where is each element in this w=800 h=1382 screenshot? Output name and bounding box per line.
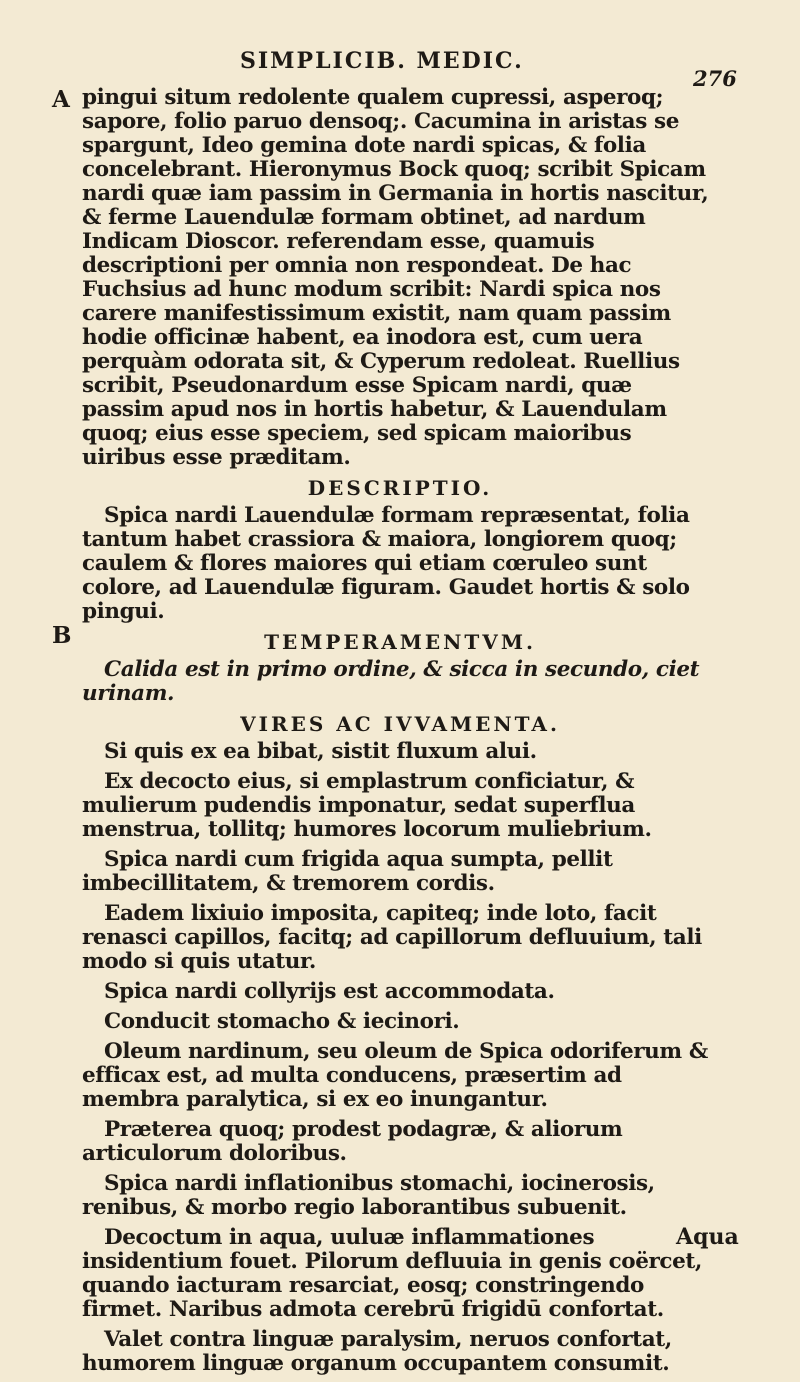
descriptio-heading: DESCRIPTIO. [307,476,493,500]
page-number: 276 [693,66,737,91]
margin-letter-b: B [52,622,72,649]
vires-paragraph: Præterea quoq; prodest podagræ, & aliorum articulorum doloribus. [82,1117,623,1166]
vires-paragraph: Spica nardi inflationibus stomachi, iocinerosis, renibus, & morbo regio laborantibus subuenit. [82,1171,655,1220]
descriptio-paragraph: Spica nardi Lauendulæ formam repræsentat, folia tantum habet crassiora & maiora, longiorem quoq; caulem & flores maiores qui etiam cœruleo sunt colore, ad Lauendulæ figuram. Gaudet hortis & solo pingui. [82,503,690,624]
vires-paragraph: Spica nardi collyrijs est accommodata. [104,979,555,1004]
vires-paragraph: Oleum nardinum, seu oleum de Spica odoriferum & efficax est, ad multa conducens, præsertim ad membra paralytica, si ex eo inungantur. [82,1039,708,1112]
vires-paragraph: Eadem lixiuio imposita, capiteq; inde loto, facit renasci capillos, facitq; ad capillorum defluuium, tali modo si quis utatur. [82,901,702,974]
vires-paragraph: Valet contra linguæ paralysim, neruos confortat, humorem linguæ organum occupantem consumit. [82,1327,672,1376]
vires-paragraph: Si quis ex ea bibat, sistit fluxum alui. [104,739,537,764]
vires-paragraph: Conducit stomacho & iecinori. [104,1009,460,1034]
intro-paragraph: pingui situm redolente qualem cupressi, asperoq; sapore, folio paruo densoq;. Cacumina in aristas se spargunt, Ideo gemina dote nardi spicas, & folia concelebrant. Hieronymus Bock quoq; scribit Spicam nardi quæ iam passim in Germania in hortis nascitur, & ferme Lauendulæ formam obtinet, ad nardum Indicam Dioscor. referendam esse, quamuis descriptioni per omnia non respondeat. De hac Fuchsius ad hunc modum scribit: Nardi spica nos carere manifestissimum existit, nam quam passim hodie officinæ habent, ea inodora est, cum uera perquàm odorata sit, & Cyperum redoleat. Ruellius scribit, Pseudonardum esse Spicam nardi, quæ passim apud nos in hortis habetur, & Lauendulam quoq; eius esse speciem, sed spicam maioribus uiribus esse præditam. [82,85,709,470]
running-title: SIMPLICIB. MEDIC. [240,48,524,74]
vires-paragraph: Ex decocto eius, si emplastrum conficiatur, & mulierum pudendis imponatur, sedat superflua menstrua, tollitq; humores locorum muliebrium. [82,769,652,842]
vires-heading: VIRES AC IVVAMENTA. [240,712,560,736]
vires-paragraph: Decoctum in aqua, uuluæ inflammationes insidentium fouet. Pilorum defluuia in genis coërcet, quando iacturam resarciat, eosq; constringendo firmet. Naribus admota cerebrū frigidū confortat. [82,1225,702,1322]
vires-paragraph: Spica nardi cum frigida aqua sumpta, pellit imbecillitatem, & tremorem cordis. [82,847,613,896]
body-text [82,86,718,1382]
temperamentum-heading: TEMPERAMENTVM. [264,630,536,654]
catchword: Aqua [676,1224,739,1250]
temperamentum-paragraph: Calida est in primo ordine, & sicca in secundo, ciet urinam. [82,657,700,706]
margin-letter-a: A [52,86,70,113]
